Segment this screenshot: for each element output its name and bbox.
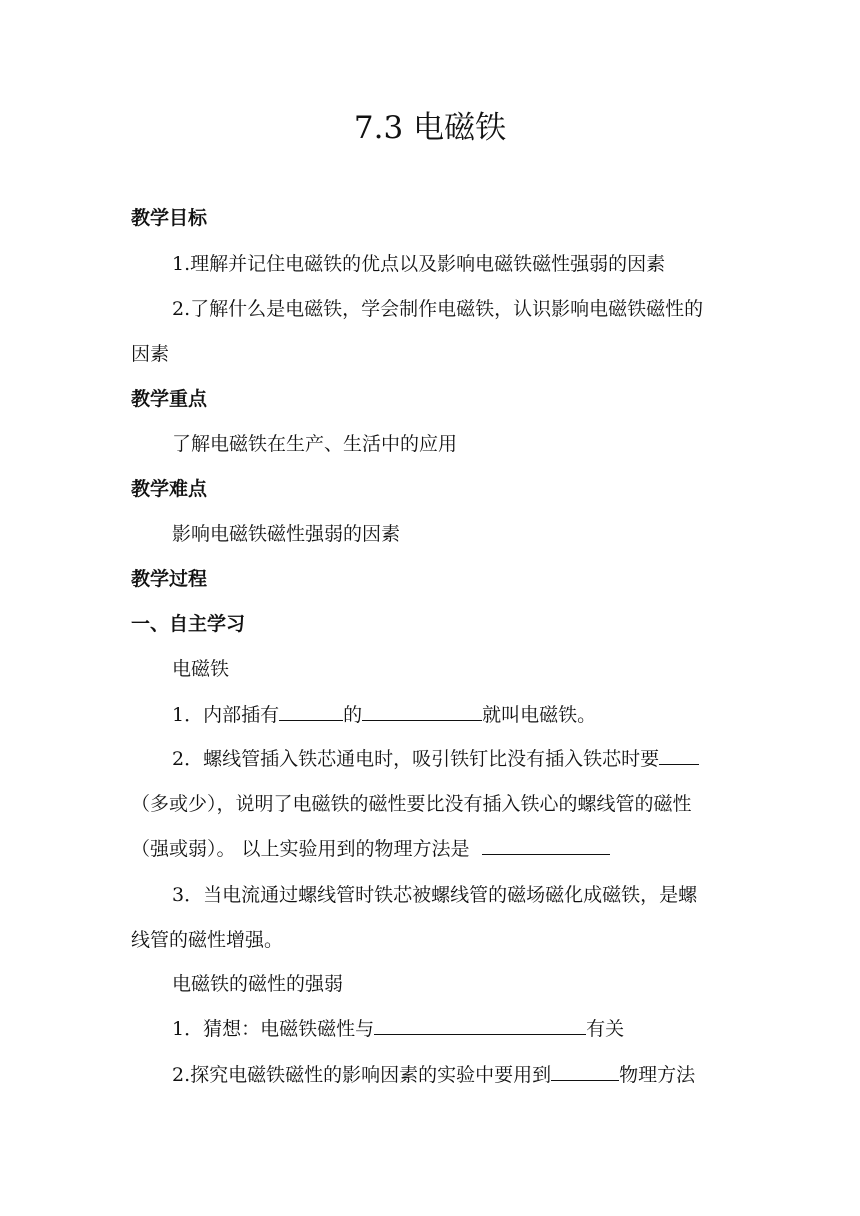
question-1-part-1: 1．内部插有 [172, 704, 280, 726]
answer-blank [362, 702, 482, 721]
question-3-line-1: 3．当电流通过螺线管时铁芯被螺线管的磁场磁化成磁铁，是螺 [172, 884, 698, 906]
electromagnet-subheading: 电磁铁 [172, 658, 230, 680]
key-points-text: 了解电磁铁在生产、生活中的应用 [172, 433, 458, 455]
question-2-line-3-text: （强或弱）。 以上实验用到的物理方法是 [131, 838, 470, 860]
process-heading: 教学过程 [131, 568, 208, 590]
objectives-heading: 教学目标 [131, 207, 208, 229]
page-title: 7.3 电磁铁 [353, 110, 507, 146]
magnetism-strength-subheading: 电磁铁的磁性的强弱 [172, 973, 344, 995]
objective-item-1: 1.理解并记住电磁铁的优点以及影响电磁铁磁性强弱的因素 [172, 253, 666, 275]
answer-blank [482, 836, 610, 855]
answer-blank [551, 1062, 619, 1081]
key-points-heading: 教学重点 [131, 388, 208, 410]
answer-blank [279, 702, 343, 721]
answer-blank [374, 1016, 586, 1035]
difficulties-text: 影响电磁铁磁性强弱的因素 [172, 523, 401, 545]
question-2-line-1 [172, 746, 732, 772]
objective-item-2-line-2: 因素 [131, 343, 170, 365]
difficulties-heading: 教学难点 [131, 478, 208, 500]
question-2-line-3 [131, 836, 731, 862]
guess-item-2 [172, 1062, 732, 1088]
self-study-heading: 一、自主学习 [131, 613, 246, 635]
guess-item-1-part-1: 1．猜想：电磁铁磁性与 [172, 1018, 375, 1040]
question-1-part-3: 就叫电磁铁。 [482, 704, 597, 726]
question-2-line-1-text: 2．螺线管插入铁芯通电时，吸引铁钉比没有插入铁芯时要 [172, 748, 660, 770]
objective-item-2-line-1: 2.了解什么是电磁铁，学会制作电磁铁，认识影响电磁铁磁性的 [172, 298, 704, 320]
question-3-line-2: 线管的磁性增强。 [131, 929, 284, 951]
question-1 [172, 702, 732, 728]
guess-item-1 [172, 1016, 732, 1042]
question-1-part-2: 的 [343, 704, 363, 726]
guess-item-1-part-2: 有关 [586, 1018, 625, 1040]
question-2-line-2: （多或少），说明了电磁铁的磁性要比没有插入铁心的螺线管的磁性 [131, 793, 692, 815]
guess-item-2-part-2: 物理方法 [619, 1064, 696, 1086]
answer-blank [659, 746, 699, 765]
guess-item-2-part-1: 2.探究电磁铁磁性的影响因素的实验中要用到 [172, 1064, 552, 1086]
